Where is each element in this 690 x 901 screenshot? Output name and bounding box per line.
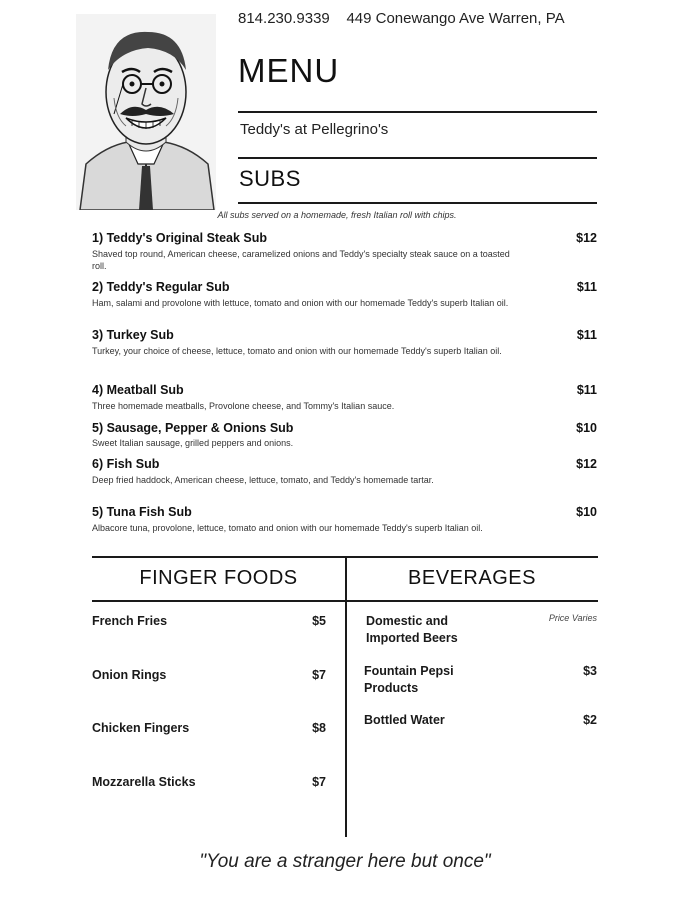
sub-item-name: 5) Tuna Fish Sub [92,505,192,519]
beverage-name-line: Bottled Water [364,713,445,727]
finger-food-name: Mozzarella Sticks [92,775,196,789]
subs-section-title: SUBS [239,166,301,191]
finger-foods-title: FINGER FOODS [139,567,298,589]
sub-item-name: 5) Sausage, Pepper & Onions Sub [92,421,294,435]
sub-item-description: Sweet Italian sausage, grilled peppers and onions. [92,438,294,448]
beverages-title: BEVERAGES [408,567,536,589]
teddy-roosevelt-portrait-icon [76,14,216,210]
sub-item-name: 2) Teddy's Regular Sub [92,280,230,294]
finger-food-name: French Fries [92,614,168,628]
finger-food-price: $5 [312,614,326,628]
beverage-price: $3 [583,664,597,678]
sub-item-description: Ham, salami and provolone with lettuce, tomato and onion with our homemade Teddy's superb Italian oil. [92,298,509,308]
beverage-name [366,613,458,647]
beverage-name-line: Fountain Pepsi [364,664,454,678]
sub-item-name: 1) Teddy's Original Steak Sub [92,231,268,245]
beverage-name-line: Imported Beers [366,631,458,645]
divider [238,157,597,159]
sub-item-description: Shaved top round, American cheese, caramelized onions and Teddy's specialty steak sauce on a toasted roll. [92,249,510,271]
sub-item-price: $11 [576,280,597,294]
sub-item-price: $12 [576,231,597,245]
beverage-name-line: Domestic and [366,614,448,628]
sub-item-price: $10 [576,421,597,435]
phone-number: 814.230.9339 [238,10,330,27]
divider [238,202,597,204]
sub-item-description: Turkey, your choice of cheese, lettuce, tomato and onion with our homemade Teddy's superb Italian oil. [92,346,502,356]
divider [238,111,597,113]
sub-item-name: 4) Meatball Sub [92,383,184,397]
beverage-price: $2 [583,713,597,727]
divider [92,600,598,602]
menu-title: MENU [238,52,340,89]
beverage-price: Price Varies [548,613,597,623]
beverage-name [364,663,454,697]
sub-item-description: Three homemade meatballs, Provolone cheese, and Tommy's Italian sauce. [92,401,395,411]
sub-item-price: $11 [576,328,597,342]
sub-item-name: 3) Turkey Sub [92,328,174,342]
sub-item-price: $10 [576,505,597,519]
portrait-illustration [76,14,216,210]
sub-item-price: $11 [576,383,597,397]
sub-item-name: 6) Fish Sub [92,457,160,471]
beverage-name-line: Products [364,681,419,695]
contact-line [238,10,565,27]
finger-food-name: Onion Rings [92,668,167,682]
column-divider [345,556,347,837]
restaurant-name: Teddy's at Pellegrino's [240,121,389,138]
address: 449 Conewango Ave Warren, PA [346,10,565,27]
sub-item-price: $12 [576,457,597,471]
finger-food-price: $7 [312,775,326,789]
finger-food-name: Chicken Fingers [92,721,190,735]
finger-food-price: $7 [312,668,326,682]
subs-note: All subs served on a homemade, fresh Italian roll with chips. [217,210,457,220]
sub-item-description: Deep fried haddock, American cheese, lettuce, tomato, and Teddy's homemade tartar. [92,475,434,485]
beverage-name [364,712,445,729]
sub-item-description: Albacore tuna, provolone, lettuce, tomato and onion with our homemade Teddy's superb Italian oil. [92,523,483,533]
finger-food-price: $8 [312,721,326,735]
footer-quote: "You are a stranger here but once" [199,851,491,872]
